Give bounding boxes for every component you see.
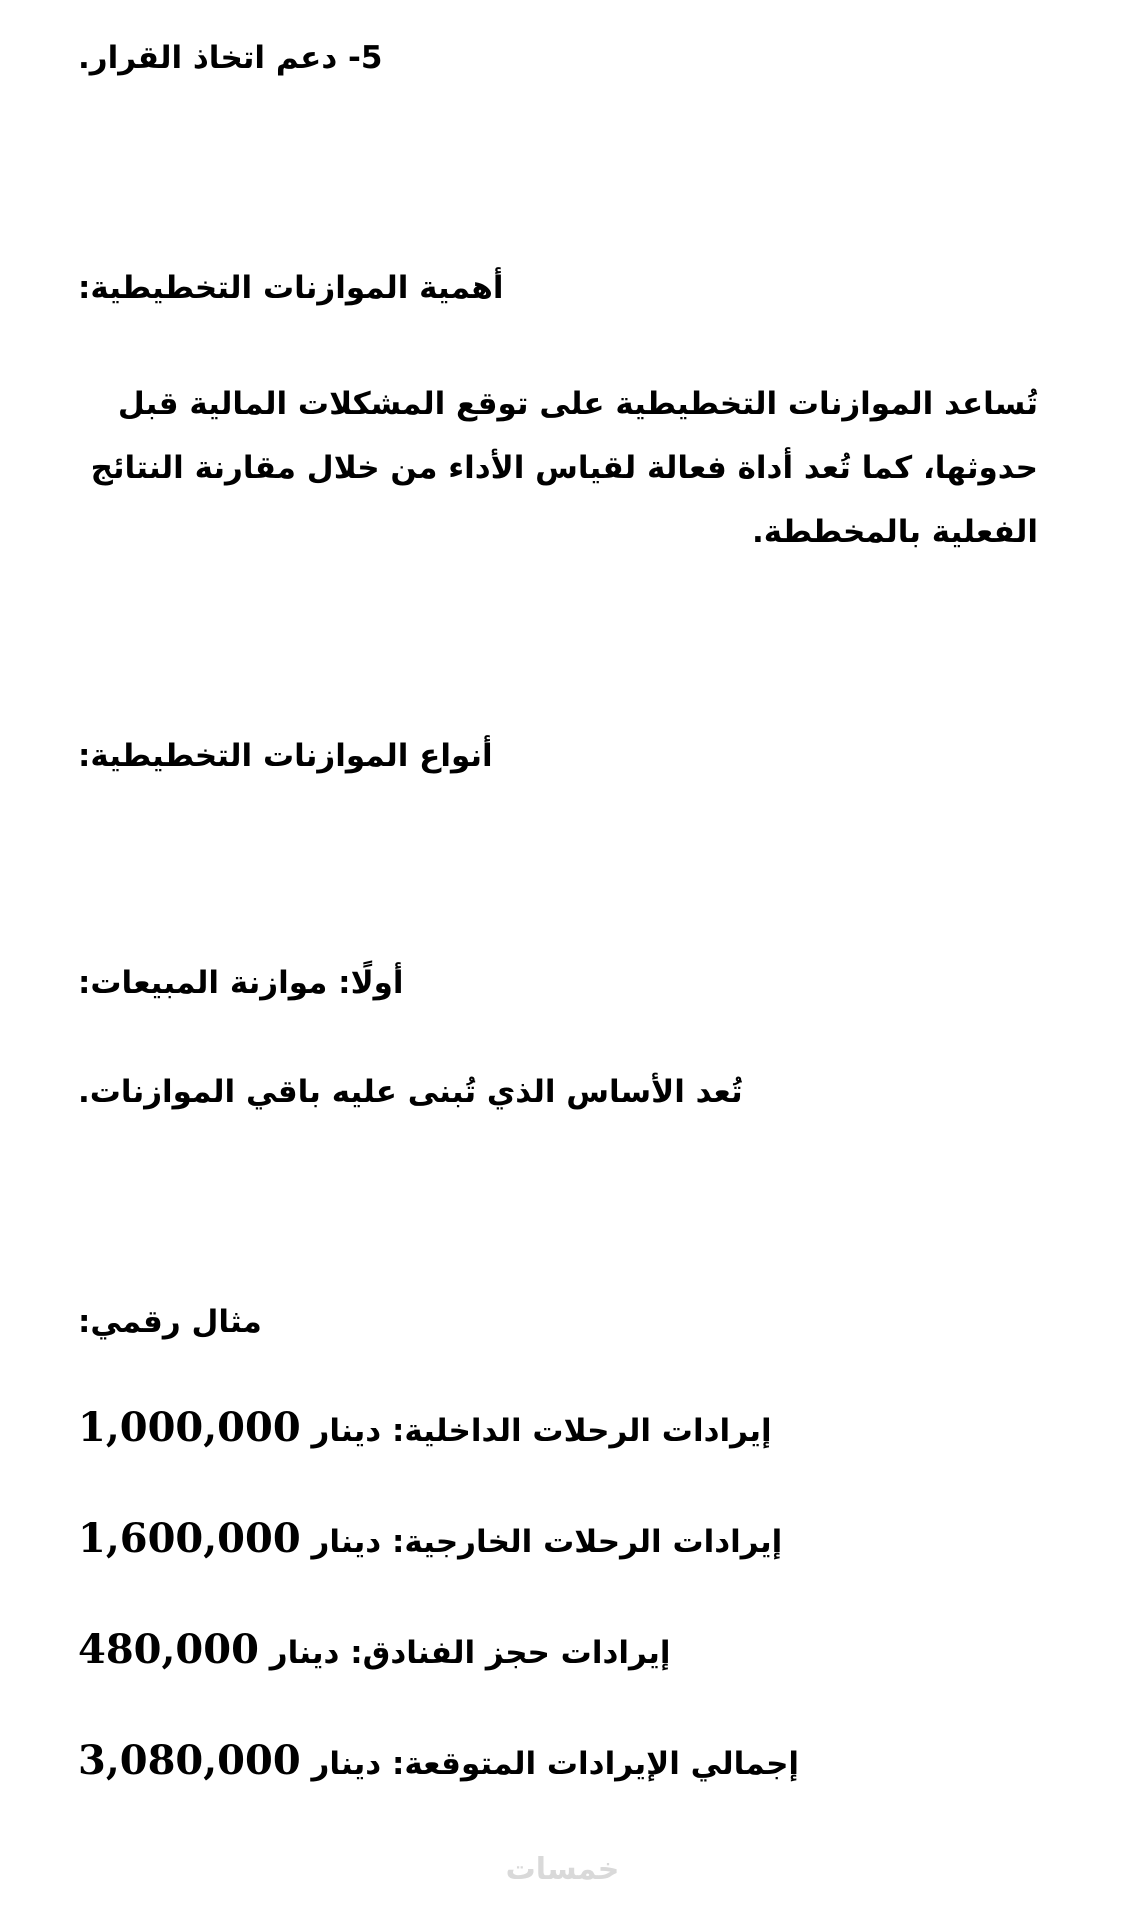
row-amount: 1,000,000 bbox=[78, 1404, 301, 1451]
sales-budget-description: تُعد الأساس الذي تُبنى عليه باقي الموازنات. bbox=[78, 1074, 743, 1110]
row-amount: 480,000 bbox=[78, 1626, 259, 1673]
row-unit: دينار bbox=[311, 1746, 382, 1782]
example-row-international bbox=[78, 1515, 782, 1563]
types-heading: أنواع الموازنات التخطيطية: bbox=[78, 738, 493, 774]
importance-heading: أهمية الموازنات التخطيطية: bbox=[78, 270, 504, 306]
watermark-logo: خمسات bbox=[505, 1852, 620, 1887]
paragraph-line: حدوثها، كما تُعد أداة فعالة لقياس الأداء من خلال مقارنة النتائج bbox=[90, 450, 1038, 486]
row-amount: 3,080,000 bbox=[78, 1737, 301, 1784]
row-label: إيرادات الرحلات الداخلية: bbox=[391, 1413, 772, 1449]
sales-budget-heading: أولًا: موازنة المبيعات: bbox=[78, 965, 404, 1001]
row-label: إيرادات حجز الفنادق: bbox=[350, 1635, 671, 1671]
paragraph-line: تُساعد الموازنات التخطيطية على توقع المشكلات المالية قبل bbox=[117, 386, 1038, 422]
list-item-decision-support: 5- دعم اتخاذ القرار. bbox=[78, 40, 383, 76]
row-amount: 1,600,000 bbox=[78, 1515, 301, 1562]
paragraph-line: الفعلية بالمخططة. bbox=[752, 514, 1038, 550]
row-unit: دينار bbox=[311, 1524, 382, 1560]
example-row-hotels bbox=[78, 1626, 671, 1674]
example-row-domestic bbox=[78, 1404, 772, 1452]
example-heading: مثال رقمي: bbox=[78, 1304, 262, 1340]
row-label: إجمالي الإيرادات المتوقعة: bbox=[391, 1746, 800, 1782]
row-unit: دينار bbox=[311, 1413, 382, 1449]
row-unit: دينار bbox=[269, 1635, 340, 1671]
example-row-total bbox=[78, 1737, 799, 1785]
importance-paragraph bbox=[78, 372, 1038, 564]
row-label: إيرادات الرحلات الخارجية: bbox=[391, 1524, 783, 1560]
